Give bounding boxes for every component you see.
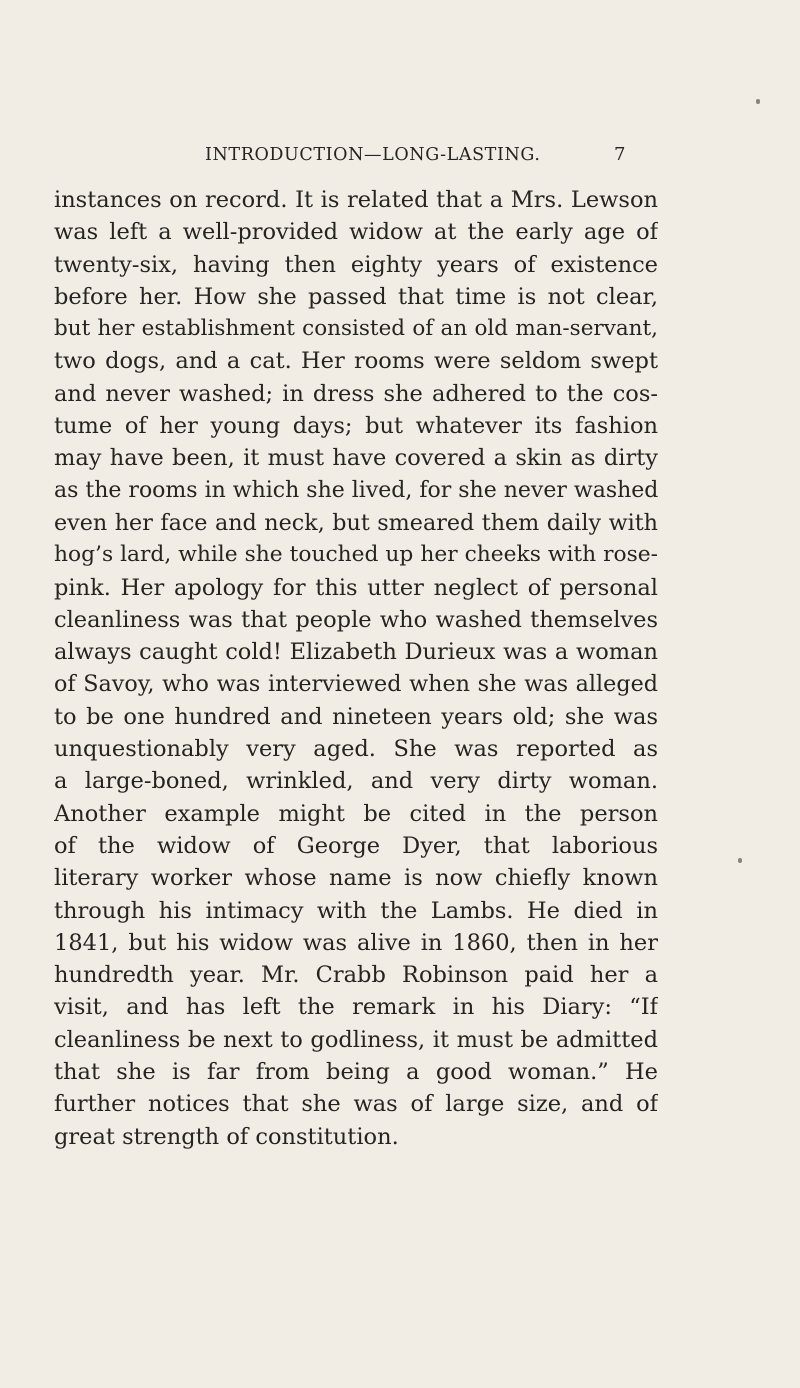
running-title: INTRODUCTION—LONG-LASTING. <box>205 145 541 165</box>
text-line: before her. How she passed that time is not clear, <box>54 283 658 310</box>
text-line: pink. Her apology for this utter neglect of personal <box>54 574 658 601</box>
text-line: instances on record. It is related that a Mrs. Lewson <box>54 187 658 213</box>
text-line: of the widow of George Dyer, that laborious <box>54 832 658 859</box>
text-line: two dogs, and a cat. Her rooms were seldom swept <box>54 348 658 375</box>
text-line: and never washed; in dress she adhered to the cos- <box>54 380 658 407</box>
text-line: always caught cold! Elizabeth Durieux was a woman <box>54 639 658 666</box>
ink-speck <box>756 99 760 104</box>
text-line: visit, and has left the remark in his Diary: “If <box>54 994 658 1021</box>
page-number: 7 <box>614 144 626 165</box>
text-line: may have been, it must have covered a skin as dirty <box>54 445 658 472</box>
text-line: hundredth year. Mr. Crabb Robinson paid her a <box>54 962 658 989</box>
text-line: of Savoy, who was interviewed when she was alleged <box>54 671 658 698</box>
text-line: great strength of constitution. <box>54 1123 399 1150</box>
text-line: cleanliness be next to godliness, it must be admitted <box>54 1026 658 1053</box>
text-line: a large-boned, wrinkled, and very dirty woman. <box>54 768 658 795</box>
text-line: Another example might be cited in the person <box>54 800 658 827</box>
text-line: tume of her young days; but whatever its fashion <box>54 413 658 440</box>
text-line: twenty-six, having then eighty years of existence <box>54 251 658 278</box>
text-line: further notices that she was of large size, and of <box>54 1091 658 1118</box>
text-line: as the rooms in which she lived, for she never washed <box>54 477 658 503</box>
text-line: 1841, but his widow was alive in 1860, then in her <box>54 929 658 956</box>
text-line: through his intimacy with the Lambs. He died in <box>54 897 658 924</box>
text-line: to be one hundred and nineteen years old; she was <box>54 703 658 730</box>
text-line: hog’s lard, while she touched up her cheeks with rose- <box>54 542 658 568</box>
text-line: even her face and neck, but smeared them daily with <box>54 509 658 536</box>
body-text <box>54 184 658 1153</box>
text-line: cleanliness was that people who washed themselves <box>54 606 658 633</box>
text-line: was left a well-provided widow at the early age of <box>54 219 658 246</box>
text-line: literary worker whose name is now chiefly known <box>54 865 658 892</box>
text-line: but her establishment consisted of an old man-servant, <box>54 316 658 342</box>
ink-speck <box>738 858 742 863</box>
text-line: that she is far from being a good woman.” He <box>54 1059 658 1086</box>
text-line: unquestionably very aged. She was reported as <box>54 736 658 763</box>
running-head <box>0 143 800 167</box>
